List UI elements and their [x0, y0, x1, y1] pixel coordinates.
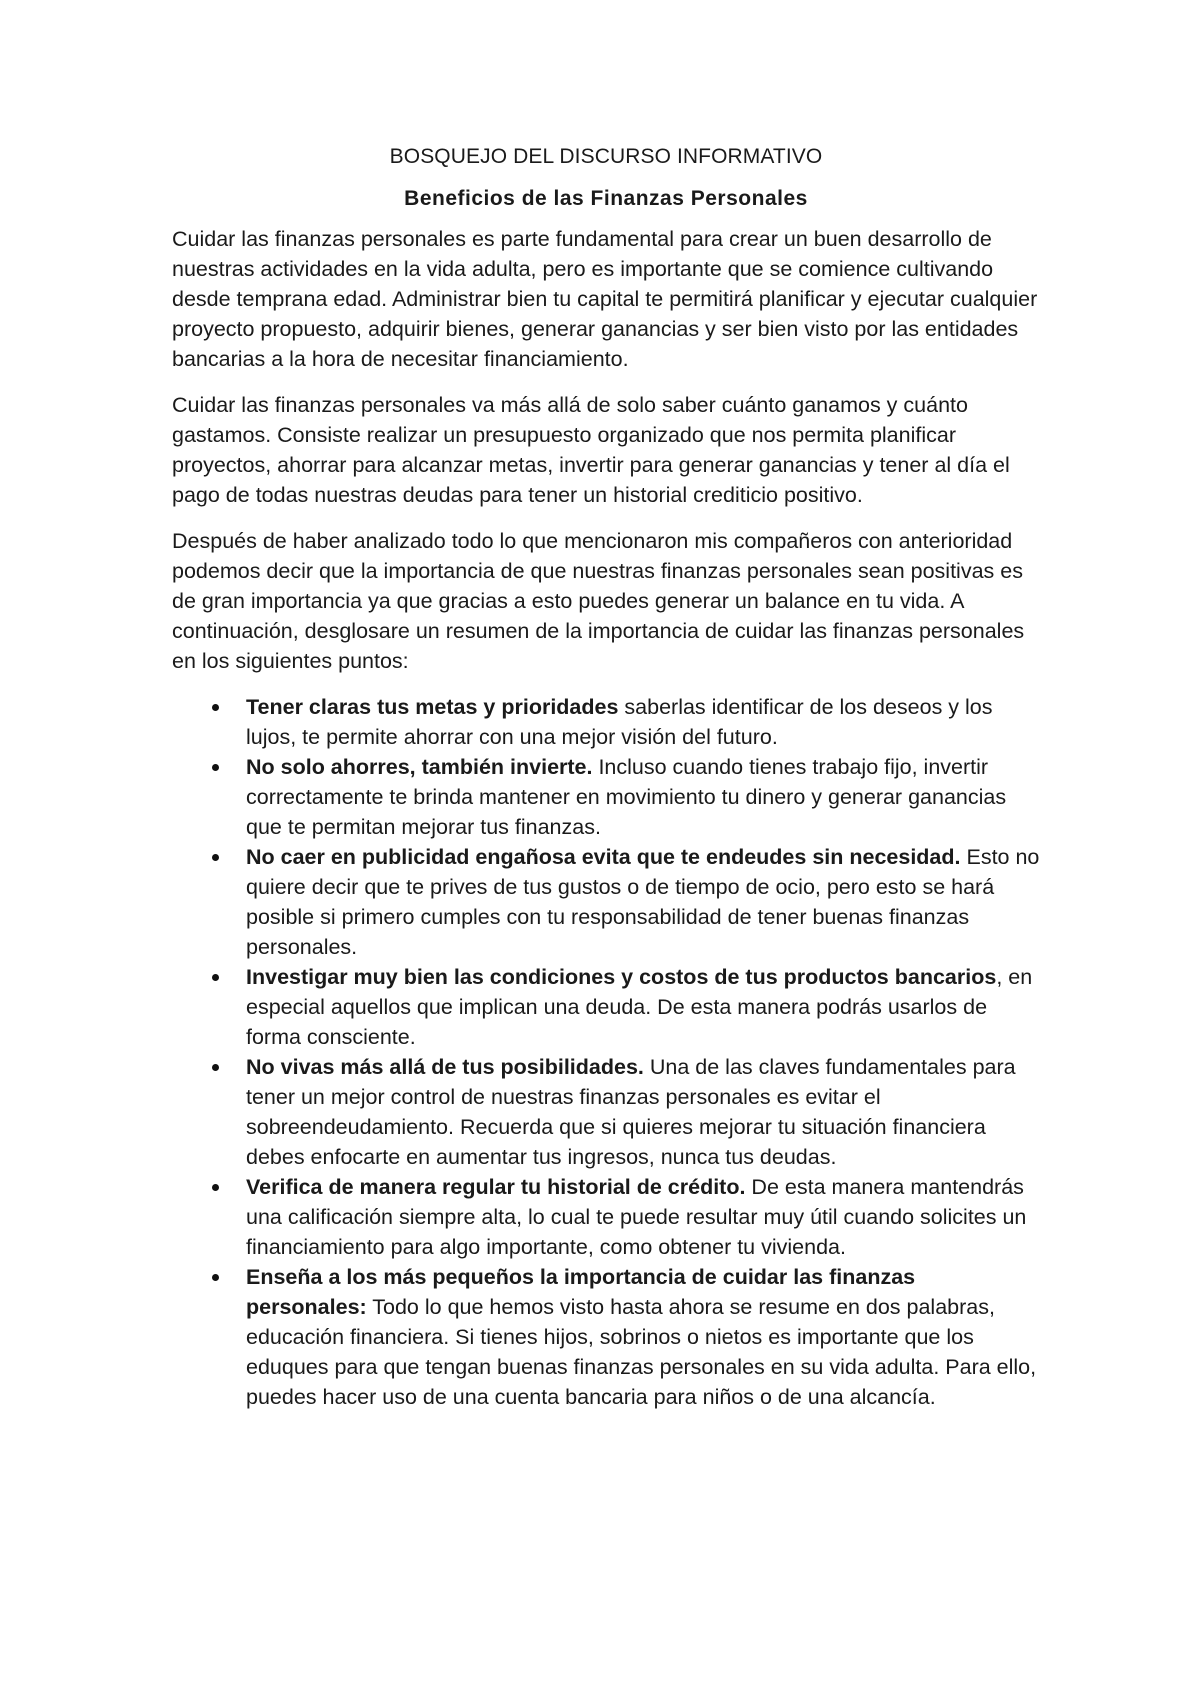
list-item	[172, 752, 1040, 842]
benefits-list	[172, 692, 1040, 1412]
list-item-lead: No solo ahorres, también invierte.	[246, 755, 593, 779]
list-item	[172, 962, 1040, 1052]
list-item-lead: Enseña a los más pequeños la importancia de cuidar las finanzas personales:	[246, 1265, 916, 1319]
bullet-icon	[212, 764, 219, 771]
list-item	[172, 1262, 1040, 1412]
list-item-text: Incluso cuando tienes trabajo fijo, invertir correctamente te brinda mantener en movimiento tu dinero y generar ganancias que te permitan mejorar tus finanzas.	[246, 755, 1007, 839]
list-item-text: Una de las claves fundamentales para tener un mejor control de nuestras finanzas personales es evitar el sobreendeudamiento. Recuerda que si quieres mejorar tu situación financiera debes enfocarte en aumentar tus ingresos, nunca tus deudas.	[246, 1055, 1016, 1169]
bullet-icon	[212, 1184, 219, 1191]
list-item-text: , en especial aquellos que implican una deuda. De esta manera podrás usarlos de forma consciente.	[246, 965, 1033, 1049]
bullet-icon	[212, 974, 219, 981]
document-title: BOSQUEJO DEL DISCURSO INFORMATIVO	[389, 145, 823, 168]
list-item	[172, 1172, 1040, 1262]
paragraph-intro: Cuidar las finanzas personales es parte fundamental para crear un buen desarrollo de nuestras actividades en la vida adulta, pero es importante que se comience cultivando desde temprana edad. Administrar bien tu capital te permitirá planificar y ejecutar cualquier proyecto propuesto, adquirir bienes, generar ganancias y ser bien visto por las entidades bancarias a la hora de necesitar financiamiento.	[172, 227, 1038, 371]
document-page	[172, 142, 1040, 1412]
list-item-lead: No vivas más allá de tus posibilidades.	[246, 1055, 644, 1079]
list-item	[172, 1052, 1040, 1172]
document-subtitle: Beneficios de las Finanzas Personales	[404, 187, 808, 210]
list-item-lead: Tener claras tus metas y prioridades	[246, 695, 619, 719]
list-item-lead: No caer en publicidad engañosa evita que te endeudes sin necesidad.	[246, 845, 961, 869]
list-item-lead: Verifica de manera regular tu historial de crédito.	[246, 1175, 746, 1199]
bullet-icon	[212, 1064, 219, 1071]
bullet-icon	[212, 1274, 219, 1281]
list-item-text: saberlas identificar de los deseos y los lujos, te permite ahorrar con una mejor visión del futuro.	[246, 695, 993, 749]
list-item-text: Esto no quiere decir que te prives de tus gustos o de tiempo de ocio, pero esto se hará posible si primero cumples con tu responsabilidad de tener buenas finanzas personales.	[246, 845, 1040, 959]
list-item-lead: Investigar muy bien las condiciones y costos de tus productos bancarios	[246, 965, 997, 989]
bullet-icon	[212, 704, 219, 711]
list-item	[172, 842, 1040, 962]
list-item-text: Todo lo que hemos visto hasta ahora se resume en dos palabras, educación financiera. Si tienes hijos, sobrinos o nietos es importante que los eduques para que tengan buenas finanzas personales en su vida adulta. Para ello, puedes hacer uso de una cuenta bancaria para niños o de una alcancía.	[246, 1295, 1037, 1409]
paragraph-budget: Cuidar las finanzas personales va más allá de solo saber cuánto ganamos y cuánto gastamos. Consiste realizar un presupuesto organizado que nos permita planificar proyectos, ahorrar para alcanzar metas, invertir para generar ganancias y tener al día el pago de todas nuestras deudas para tener un historial crediticio positivo.	[172, 393, 1010, 507]
list-item	[172, 692, 1040, 752]
paragraph-summary: Después de haber analizado todo lo que mencionaron mis compañeros con anterioridad podemos decir que la importancia de que nuestras finanzas personales sean positivas es de gran importancia ya que gracias a esto puedes generar un balance en tu vida. A continuación, desglosare un resumen de la importancia de cuidar las finanzas personales en los siguientes puntos:	[172, 529, 1025, 673]
list-item-text: De esta manera mantendrás una calificación siempre alta, lo cual te puede resultar muy útil cuando solicites un financiamiento para algo importante, como obtener tu vivienda.	[246, 1175, 1027, 1259]
bullet-icon	[212, 854, 219, 861]
